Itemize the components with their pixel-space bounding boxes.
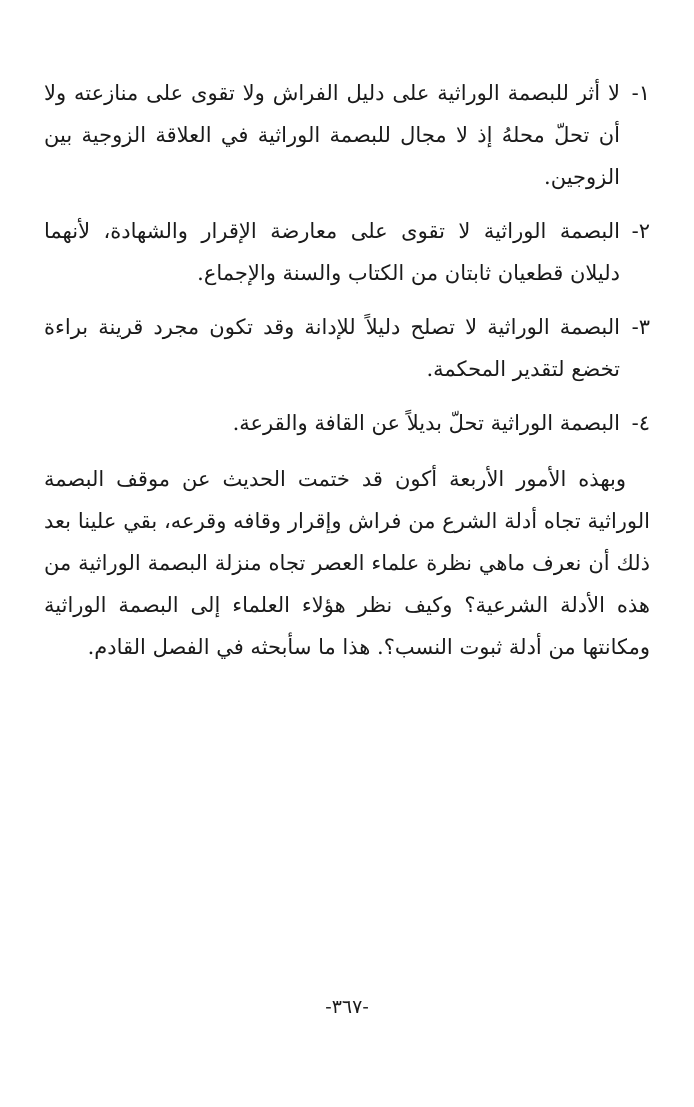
list-item-number: ٣- bbox=[631, 315, 650, 339]
list-item bbox=[44, 402, 650, 444]
list-item-number: ٤- bbox=[631, 411, 650, 435]
list-item-text: البصمة الوراثية لا تصلح دليلاً للإدانة وقد تكون مجرد قرينة براءة تخضع لتقدير المحكمة. bbox=[44, 315, 620, 381]
list-item-number: ٢- bbox=[631, 219, 650, 243]
list-item-text: البصمة الوراثية لا تقوى على معارضة الإقرار والشهادة، لأنهما دليلان قطعيان ثابتان من الكتاب والسنة والإجماع. bbox=[44, 219, 620, 285]
list-item bbox=[44, 210, 650, 294]
page-body bbox=[44, 72, 650, 668]
conclusions-list bbox=[44, 72, 650, 444]
list-item bbox=[44, 72, 650, 198]
page-number: -٣٦٧- bbox=[325, 996, 369, 1018]
body-paragraph: وبهذه الأمور الأربعة أكون قد ختمت الحديث عن موقف البصمة الوراثية تجاه أدلة الشرع من فراش وإقرار وقافه وقرعه، بقي علينا بعد ذلك أن نعرف ماهي نظرة علماء العصر تجاه منزلة البصمة الوراثية من هذه الأدلة الشرعية؟ وكيف نظر هؤلاء العلماء إلى البصمة الوراثية ومكانتها من أدلة ثبوت النسب؟. هذا ما سأبحثه في الفصل القادم. bbox=[44, 467, 650, 659]
list-item-text: البصمة الوراثية تحلّ بديلاً عن القافة والقرعة. bbox=[232, 411, 620, 435]
list-item-number: ١- bbox=[631, 81, 650, 105]
list-item bbox=[44, 306, 650, 390]
list-item-text: لا أثر للبصمة الوراثية على دليل الفراش ولا تقوى على منازعته ولا أن تحلّ محلهُ إذ لا مجال للبصمة الوراثية في العلاقة الزوجية بين الزوجين. bbox=[44, 81, 620, 189]
